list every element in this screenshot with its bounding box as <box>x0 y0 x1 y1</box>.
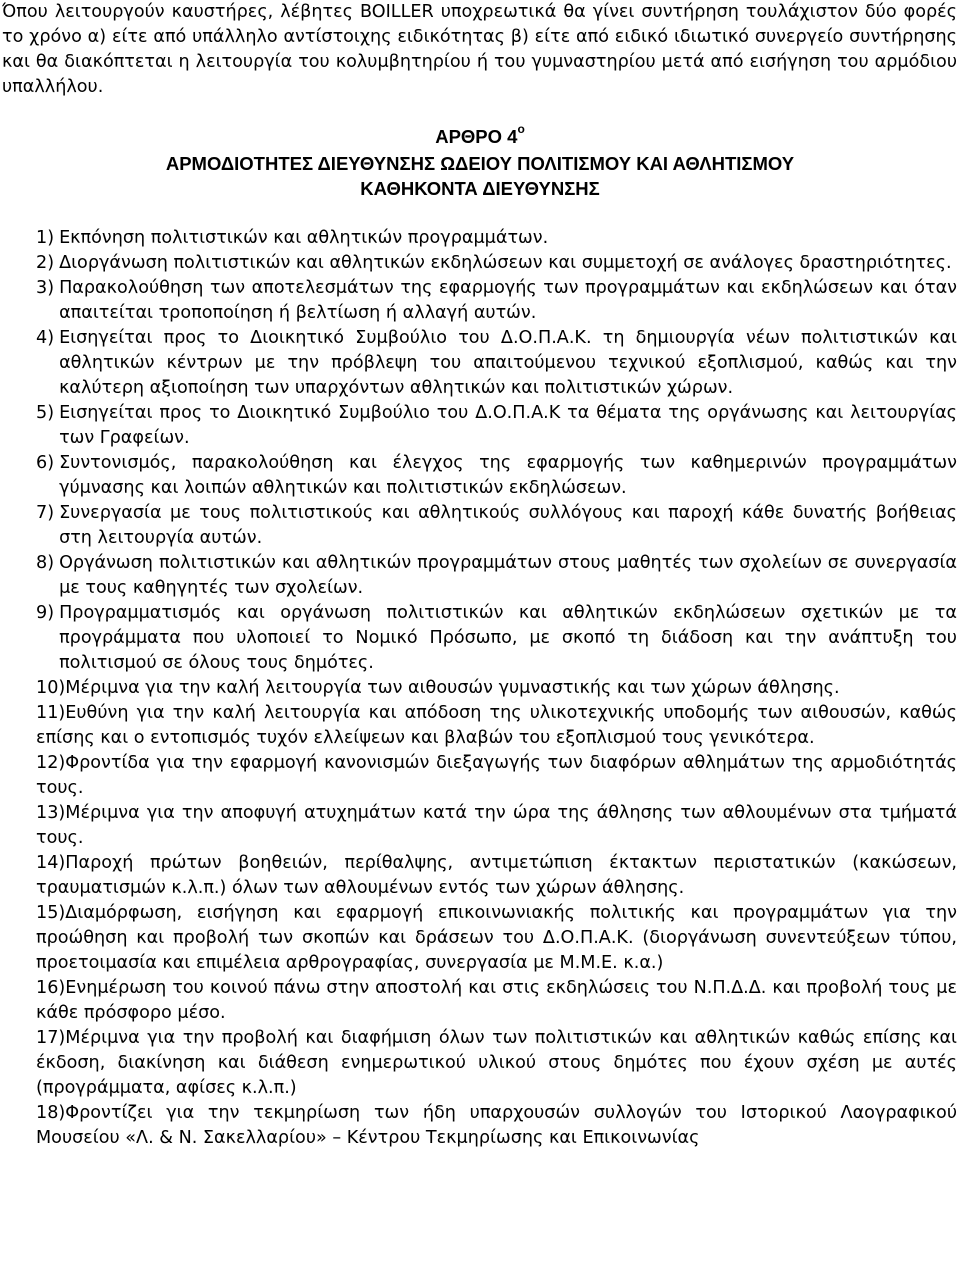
list-item <box>36 326 957 401</box>
item-number: 15) <box>36 903 66 923</box>
list-item <box>36 601 957 676</box>
article-superscript: ο <box>517 121 525 136</box>
article-heading <box>0 121 960 149</box>
item-number: 12) <box>36 753 66 773</box>
list-item <box>36 801 957 851</box>
item-number: 5) <box>36 403 55 423</box>
item-number: 6) <box>36 453 55 473</box>
list-item <box>36 976 957 1026</box>
item-text: Συντονισμός, παρακολούθηση και έλεγχος της εφαρμογής των καθημερινών προγραμμάτων γύμνασης και λοιπών αθλητικών και πολιτιστικών εκδηλώσεων. <box>59 453 957 498</box>
item-text: Εκπόνηση πολιτιστικών και αθλητικών προγραμμάτων. <box>59 228 549 248</box>
item-number: 4) <box>36 328 55 348</box>
item-number: 1) <box>36 228 55 248</box>
item-number: 13) <box>36 803 66 823</box>
item-text: Μέριμνα για την καλή λειτουργία των αιθουσών γυμναστικής και των χώρων άθλησης. <box>65 678 840 698</box>
list-item <box>36 901 957 976</box>
item-text: Ενημέρωση του κοινού πάνω στην αποστολή και στις εκδηλώσεις του Ν.Π.Δ.Δ. και προβολή τους με κάθε πρόσφορο μέσο. <box>36 978 957 1023</box>
item-number: 8) <box>36 553 55 573</box>
item-number: 18) <box>36 1103 66 1123</box>
item-text: Προγραμματισμός και οργάνωση πολιτιστικών και αθλητικών εκδηλώσεων σχετικών με τα προγράμματα που υλοποιεί το Νομικό Πρόσωπο, με σκοπό τη διάδοση και την ανάπτυξη του πολιτισμού σε όλους τους δημότες. <box>59 603 957 673</box>
list-item <box>36 226 957 251</box>
item-number: 14) <box>36 853 66 873</box>
item-text: Μέριμνα για την αποφυγή ατυχημάτων κατά την ώρα της άθλησης των αθλουμένων στα τμήματά τους. <box>36 803 957 848</box>
item-text: Εισηγείται προς το Διοικητικό Συμβούλιο του Δ.Ο.Π.Α.Κ τα θέματα της οργάνωσης και λειτουργίας των Γραφείων. <box>59 403 957 448</box>
item-number: 16) <box>36 978 66 998</box>
item-text: Συνεργασία με τους πολιτιστικούς και αθλητικούς συλλόγους και παροχή κάθε δυνατής βοήθειας στη λειτουργία αυτών. <box>59 503 957 548</box>
item-text: Διαμόρφωση, εισήγηση και εφαρμογή επικοινωνιακής πολιτικής και προγραμμάτων για την προώθηση και προβολή των σκοπών και δράσεων του Δ.Ο.Π.Α.Κ. (διοργάνωση συνεντεύξεων τύπου, προετοιμασία και επιμέλεια αρθρογραφίας, συνεργασία με Μ.Μ.Ε. κ.α.) <box>36 903 957 973</box>
list-item <box>36 251 957 276</box>
item-text: Ευθύνη για την καλή λειτουργία και απόδοση της υλικοτεχνικής υποδομής των αιθουσών, καθώς επίσης και ο εντοπισμός τυχόν ελλείψεων και βλαβών του εξοπλισμού τους γενικότερα. <box>36 703 957 748</box>
list-item <box>36 751 957 801</box>
list-item <box>36 276 957 326</box>
duties-list <box>36 226 957 1151</box>
item-text: Παροχή πρώτων βοηθειών, περίθαλψης, αντιμετώπιση έκτακτων περιστατικών (κακώσεων, τραυματισμών κ.λ.π.) όλων των αθλουμένων εντός των χώρων άθλησης. <box>36 853 957 898</box>
article-label: ΑΡΘΡΟ 4 <box>435 126 518 147</box>
list-item <box>36 676 957 701</box>
item-number: 17) <box>36 1028 66 1048</box>
list-item <box>36 701 957 751</box>
list-item <box>36 451 957 501</box>
item-text: Φροντίδα για την εφαρμογή κανονισμών διεξαγωγής των διαφόρων αθλημάτων της αρμοδιότητάς τους. <box>36 753 957 798</box>
item-text: Φροντίζει για την τεκμηρίωση των ήδη υπαρχουσών συλλογών του Ιστορικού Λαογραφικού Μουσείου «Λ. & Ν. Σακελλαρίου» – Κέντρου Τεκμηρίωσης και Επικοινωνίας <box>36 1103 957 1148</box>
article-subtitle: ΚΑΘΗΚΟΝΤΑ ΔΙΕΥΘΥΝΣΗΣ <box>360 178 600 199</box>
list-item <box>36 401 957 451</box>
list-item <box>36 551 957 601</box>
item-number: 10) <box>36 678 66 698</box>
item-number: 11) <box>36 703 66 723</box>
intro-paragraph: Όπου λειτουργούν καυστήρες, λέβητες BOILLER υποχρεωτικά θα γίνει συντήρηση τουλάχιστον δύο φορές το χρόνο α) είτε από υπάλληλο αντίστοιχης ειδικότητας β) είτε από ειδικό ιδιωτικό συνεργείο συντήρησης και θα διακόπτεται η λειτουργία του κολυμβητηρίου ή του γυμναστηρίου μετά από εισήγηση του αρμόδιου υπαλλήλου. <box>2 2 957 97</box>
list-item <box>36 1101 957 1151</box>
item-text: Μέριμνα για την προβολή και διαφήμιση όλων των πολιτιστικών και αθλητικών καθώς επίσης και έκδοση, διακίνηση και διάθεση ενημερωτικού υλικού στους δημότες που έχουν σχέση με αυτές (προγράμματα, αφίσες κ.λ.π.) <box>36 1028 957 1098</box>
item-text: Διοργάνωση πολιτιστικών και αθλητικών εκδηλώσεων και συμμετοχή σε ανάλογες δραστηριότητες. <box>59 253 952 273</box>
item-text: Παρακολούθηση των αποτελεσμάτων της εφαρμογής των προγραμμάτων και εκδηλώσεων και όταν απαιτείται τροποποίηση ή βελτίωση ή αλλαγή αυτών. <box>59 278 957 323</box>
item-number: 7) <box>36 503 55 523</box>
item-text: Οργάνωση πολιτιστικών και αθλητικών προγραμμάτων στους μαθητές των σχολείων σε συνεργασία με τους καθηγητές των σχολείων. <box>59 553 957 598</box>
article-title: ΑΡΜΟΔΙΟΤΗΤΕΣ ΔΙΕΥΘΥΝΣΗΣ ΩΔΕΙΟΥ ΠΟΛΙΤΙΣΜΟΥ ΚΑΙ ΑΘΛΗΤΙΣΜΟΥ <box>165 153 795 174</box>
item-number: 2) <box>36 253 55 273</box>
item-number: 3) <box>36 278 55 298</box>
list-item <box>36 1026 957 1101</box>
item-number: 9) <box>36 603 55 623</box>
list-item <box>36 851 957 901</box>
list-item <box>36 501 957 551</box>
item-text: Εισηγείται προς το Διοικητικό Συμβούλιο του Δ.Ο.Π.Α.Κ. τη δημιουργία νέων πολιτιστικών και αθλητικών κέντρων με την πρόβλεψη του απαιτούμενου τεχνικού εξοπλισμού, καθώς και την καλύτερη αξιοποίηση των υπαρχόντων αθλητικών και πολιτιστικών χώρων. <box>59 328 957 398</box>
